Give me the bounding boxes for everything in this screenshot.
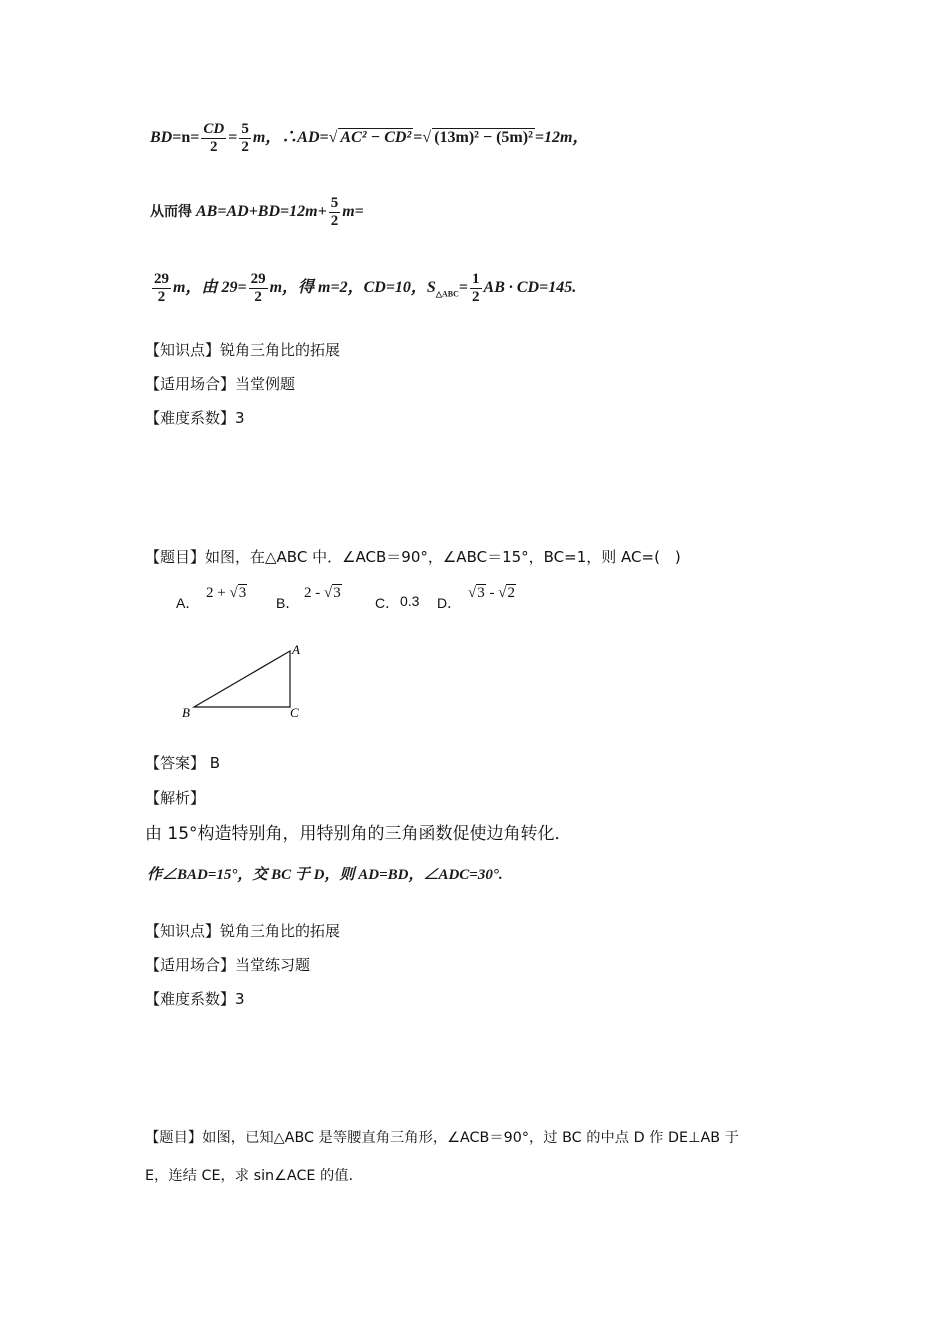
line3-t4: AB · CD=145. xyxy=(483,279,577,297)
option-a-label: A． xyxy=(176,595,200,611)
triangle-abc xyxy=(194,651,290,707)
fraction-5-over-2: $\frac{5}{2}$ xyxy=(241,121,249,155)
knowledge-point-1: 【知识点】锐角三角比的拓展 xyxy=(145,341,341,359)
question-2-stem: 【题目】如图，在△ABC 中．∠ACB＝90°，∠ABC＝15°，BC=1，则 AC=( ) xyxy=(145,548,681,566)
knowledge-point-2: 【知识点】锐角三角比的拓展 xyxy=(145,922,341,940)
triangle-abc-sub: △ABC xyxy=(435,289,459,299)
analysis-title: 【解析】 xyxy=(145,789,206,807)
fraction-29-over-2: $\frac{29}{2}$ xyxy=(250,271,266,305)
line2-prefix: 从而得 xyxy=(150,204,192,221)
result-12m: =12m， xyxy=(534,129,589,147)
scenario-1: 【适用场合】当堂例题 xyxy=(145,375,296,393)
option-b-value: 2 - √3 xyxy=(304,585,341,601)
answer-line: 【答案】 B xyxy=(145,754,221,772)
equals-sign: = xyxy=(228,129,238,147)
equals-sign: = xyxy=(458,279,469,297)
equals-sign: = xyxy=(413,129,423,147)
line2-tail: m= xyxy=(342,203,364,221)
fraction-29-over-2: $\frac{29}{2}$ xyxy=(154,271,169,305)
solution-line-3 xyxy=(150,272,576,305)
line3-t1: m，由 29= xyxy=(173,279,247,297)
fraction-cd-over-2: $\frac{CD}{2}$ xyxy=(203,121,225,155)
option-c-label: C． xyxy=(375,595,400,611)
solution-line-1 xyxy=(150,122,588,155)
triangle-figure xyxy=(170,635,320,730)
difficulty-1: 【难度系数】3 xyxy=(145,409,245,427)
fraction-1-over-2: $\frac{1}{2}$ xyxy=(472,271,480,305)
vertex-label-b: B xyxy=(182,705,190,720)
option-d-label: D． xyxy=(437,595,462,611)
option-c-value: 0.3 xyxy=(400,593,420,609)
line3-t2: m，得 m=2，CD=10，S xyxy=(269,279,436,297)
bd-label: BD xyxy=(150,129,173,147)
sqrt-ac-cd: AC² − CD² xyxy=(340,129,412,147)
fraction-5-over-2: $\frac{5}{2}$ xyxy=(330,195,339,229)
sqrt-sign: √ xyxy=(328,129,338,147)
scenario-2: 【适用场合】当堂练习题 xyxy=(145,956,311,974)
option-b-label: B． xyxy=(276,595,300,611)
question-3-stem-line-2: E，连结 CE，求 sin∠ACE 的值． xyxy=(145,1168,363,1184)
analysis-text: 由 15°构造特别角，用特别角的三角函数促使边角转化． xyxy=(145,824,572,844)
vertex-label-c: C xyxy=(290,705,299,720)
difficulty-2: 【难度系数】3 xyxy=(145,990,245,1008)
sqrt-sign: √ xyxy=(422,129,432,147)
eq-n: =n= xyxy=(172,129,200,147)
sqrt-13m-5m: (13m)² − (5m)² xyxy=(434,129,533,147)
option-a-value: 2 + √3 xyxy=(206,585,247,601)
therefore-ad: m，∴AD= xyxy=(252,129,329,147)
line2-expr: AB=AD+BD=12m+ xyxy=(196,203,327,221)
analysis-math-line: 作∠BAD=15°，交 BC 于 D，则 AD=BD，∠ADC=30°. xyxy=(147,867,503,883)
vertex-label-a: A xyxy=(292,642,300,657)
question-3-stem-line-1: 【题目】如图，已知△ABC 是等腰直角三角形，∠ACB＝90°，过 BC 的中点 D 作 DE⊥AB 于 xyxy=(145,1130,739,1146)
solution-line-2 xyxy=(150,196,364,229)
option-d-value: √3 - √2 xyxy=(468,585,515,601)
